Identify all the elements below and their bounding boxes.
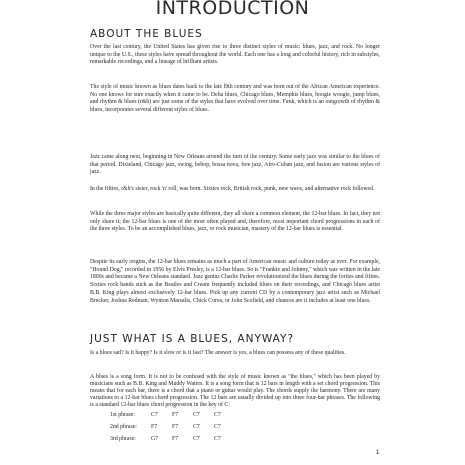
paragraph: Is a blues sad? Is it happy? Is it slow or is it fast? The answer is yes, a blues can possess any of these qualities. — [90, 350, 346, 356]
chord: C7 — [214, 412, 221, 418]
phrase-label: 3rd phrase: — [110, 436, 136, 442]
paragraph: While the three major styles are basically quite different, they all share a common element, the 12-bar blues. In fact, they not only share it; the 12-bar blues is one of the most often played and, therefore, most important chord progressions in each of the three styles. To be an accomplished blues, jazz, or rock musician, mastery of the 12-bar blues is essential. — [90, 211, 380, 233]
chord: F7 — [172, 436, 179, 442]
paragraph: Despite its early origins, the 12-bar blues remains as much a part of American music and culture today as ever. For example, "Hound Dog," recorded in 1956 by Elvis Presley, is a 12-bar blues. So is "Frankie and Johnny," which was written in the late 1800s and became a New Orleans standard. Jazz genius Charlie Parker revolutionized the blues during the forties and fifties. Sixties rock bands such as the Beatles and Cream frequently included blues on their recordings, and Chicago blues artist B.B. King plays almost exclusively 12-bar blues. Pick up any current CD by a contemporary jazz artist such as Michael Brecker, Joshua Redman, Wynton Marsalis, Chick Corea, or John Scofield, and chances are it includes at least one blues. — [90, 259, 380, 304]
paragraph: In the fifties, r&b's sister, rock 'n' roll, was born. Sixties rock, British rock, punk, new wave, and alternative rock followed. — [90, 186, 375, 192]
phrase-label: 1st phrase: — [110, 412, 135, 418]
chord-progression — [110, 409, 235, 445]
chord: G7 — [151, 436, 159, 442]
chord: F7 — [151, 424, 158, 430]
phrase-row — [110, 421, 235, 433]
phrase-label: 2nd phrase: — [110, 424, 137, 430]
paragraph: Over the last century, the United States has given rise to three distinct styles of music: blues, jazz, and rock. No longer unique to the U.S., these styles have spread throughout the world. Each one has a long and colorful history, rich in substyles, remarkable recordings, and a lineage of brilliant artists. — [90, 44, 380, 66]
chord: C7 — [151, 412, 158, 418]
section-heading-what-is-a-blues: JUST WHAT IS A BLUES, ANYWAY? — [90, 333, 295, 345]
chord: F7 — [172, 412, 179, 418]
phrase-row — [110, 433, 235, 445]
chord: C7 — [214, 436, 221, 442]
page-title: INTRODUCTION — [155, 0, 310, 19]
chord: C7 — [193, 436, 200, 442]
section-heading-about-the-blues: ABOUT THE BLUES — [90, 28, 203, 40]
chord: C7 — [193, 412, 200, 418]
paragraph: The style of music known as blues dates back to the late l9th century and was born out of the African American experience. No one knows for sure exactly when it came to be. Delta blues, Chicago blues, Memphis blues, boogie woogie, jump blues, and rhythm & blues (r&b) are just some of the styles that have evolved over time. Funk, which is an outgrowth of rhythm & blues, incorporates several different styles of blues. — [90, 84, 380, 114]
paragraph: Jazz came along next, beginning in New Orleans around the turn of the century. Some early jazz was similar to the blues of that period. Dixieland, Chicago jazz, swing, bebop, bossa nova, free jazz, Afro-Cuban jazz, and fusion are various styles of jazz. — [90, 154, 380, 176]
chord: F7 — [172, 424, 179, 430]
paragraph: A blues is a song form. It is not to be confused with the style of music known as "the blues," which has been played by musicians such as B.B. King and Muddy Waters. It is a song form that is 12 bars in length with a set chord progression. This means that for each bar, there is a chord that a piano or guitar would play. The chords supply the harmony. There are many variations to a 12-bar blues chord progression. The 12 bars are usually divided up into three four-bar phrases. The following is a standard 12-bar blues chord progression in the key of C: — [90, 374, 380, 408]
chord: C7 — [193, 424, 200, 430]
page-number: 1 — [376, 450, 380, 456]
phrase-row — [110, 409, 235, 421]
chord: C7 — [214, 424, 221, 430]
